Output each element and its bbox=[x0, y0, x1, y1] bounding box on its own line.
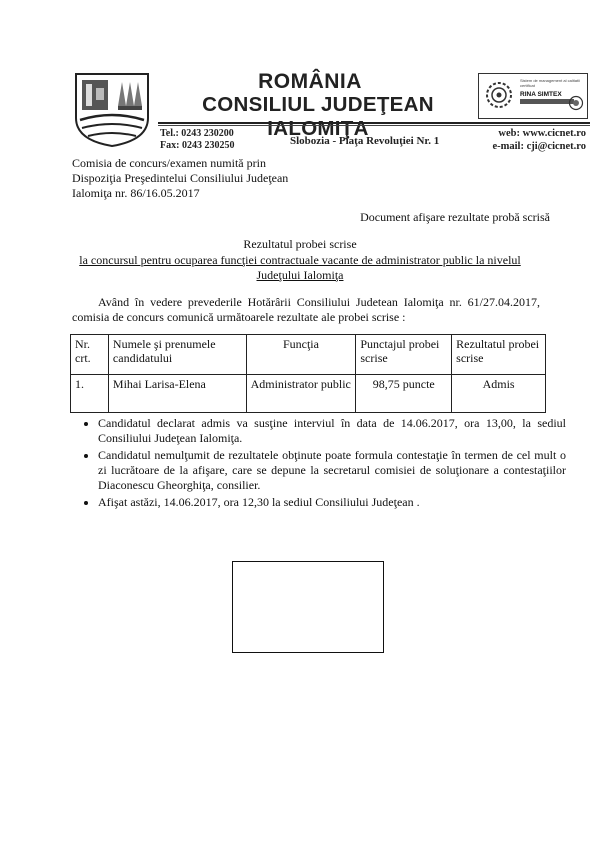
cell-function: Administrator public bbox=[246, 375, 356, 413]
country-title: ROMÂNIA bbox=[258, 70, 362, 93]
cell-result: Admis bbox=[452, 375, 546, 413]
table-header-row bbox=[71, 335, 546, 375]
signature-stamp-box bbox=[232, 561, 384, 653]
header-name: Numele şi prenumele candidatului bbox=[108, 335, 246, 375]
document-type: Document afişare rezultate probă scrisă bbox=[360, 210, 550, 224]
notes-list bbox=[72, 416, 566, 512]
table-row bbox=[71, 375, 546, 413]
certification-seal-icon bbox=[568, 95, 584, 111]
header-function: Funcţia bbox=[246, 335, 356, 375]
cell-score: 98,75 puncte bbox=[356, 375, 452, 413]
address: Slobozia - Piaţa Revoluţiei Nr. 1 bbox=[290, 135, 440, 147]
fax-number: Fax: 0243 230250 bbox=[160, 140, 235, 151]
commission-reference: Comisia de concurs/examen numită prin Dispoziţia Preşedintelui Consiliului Judeţean Ialomiţa nr. 86/16.05.2017 bbox=[72, 156, 289, 200]
website: web: www.cicnet.ro bbox=[498, 128, 586, 139]
county-coat-of-arms-icon bbox=[72, 70, 152, 148]
phone-number: Tel.: 0243 230200 bbox=[160, 128, 234, 139]
certification-caption: Sistem de management al calitatii certificat bbox=[520, 78, 580, 88]
institution-title: CONSILIUL JUDEŢEAN IALOMIŢA bbox=[202, 93, 434, 140]
results-subtitle: la concursul pentru ocuparea funcţiei contractuale vacante de administrator public la nivelul Judeţului Ialomiţa bbox=[79, 253, 521, 282]
certification-gear-icon bbox=[484, 80, 514, 110]
intro-paragraph: Având în vedere prevederile Hotărârii Consiliului Judetean Ialomiţa nr. 61/27.04.2017, comisia de concurs comunică următoarele rezultate ale probei scrise : bbox=[72, 295, 540, 324]
email-address: e-mail: cji@cicnet.ro bbox=[492, 141, 586, 152]
header-result: Rezultatul probei scrise bbox=[452, 335, 546, 375]
results-title: Rezultatul probei scrise bbox=[243, 237, 357, 251]
cell-nr: 1. bbox=[71, 375, 109, 413]
list-item: • Candidatul nemulţumit de rezultatele obţinute poate formula contestaţie în termen de cel mult o zi lucrătoare de la afişare, care se depune la secretarul comisiei de soluţionare a contestaţiilor Diaconescu Gheorghiţa, consilier. bbox=[98, 448, 566, 493]
header-divider-thin bbox=[158, 125, 590, 126]
header-nr: Nr. crt. bbox=[71, 335, 109, 375]
certification-brand: RINA SIMTEX bbox=[520, 91, 562, 98]
header-divider bbox=[158, 122, 590, 124]
cell-name: Mihai Larisa-Elena bbox=[108, 375, 246, 413]
list-item: • Afişat astăzi, 14.06.2017, ora 12,30 la sediul Consiliului Judeţean . bbox=[98, 495, 566, 510]
list-item: • Candidatul declarat admis va susţine interviul în data de 14.06.2017, ora 13,00, la sediul Consiliului Judeţean Ialomiţa. bbox=[98, 416, 566, 446]
header-score: Punctajul probei scrise bbox=[356, 335, 452, 375]
certification-bar bbox=[520, 99, 574, 104]
results-table bbox=[70, 334, 546, 413]
